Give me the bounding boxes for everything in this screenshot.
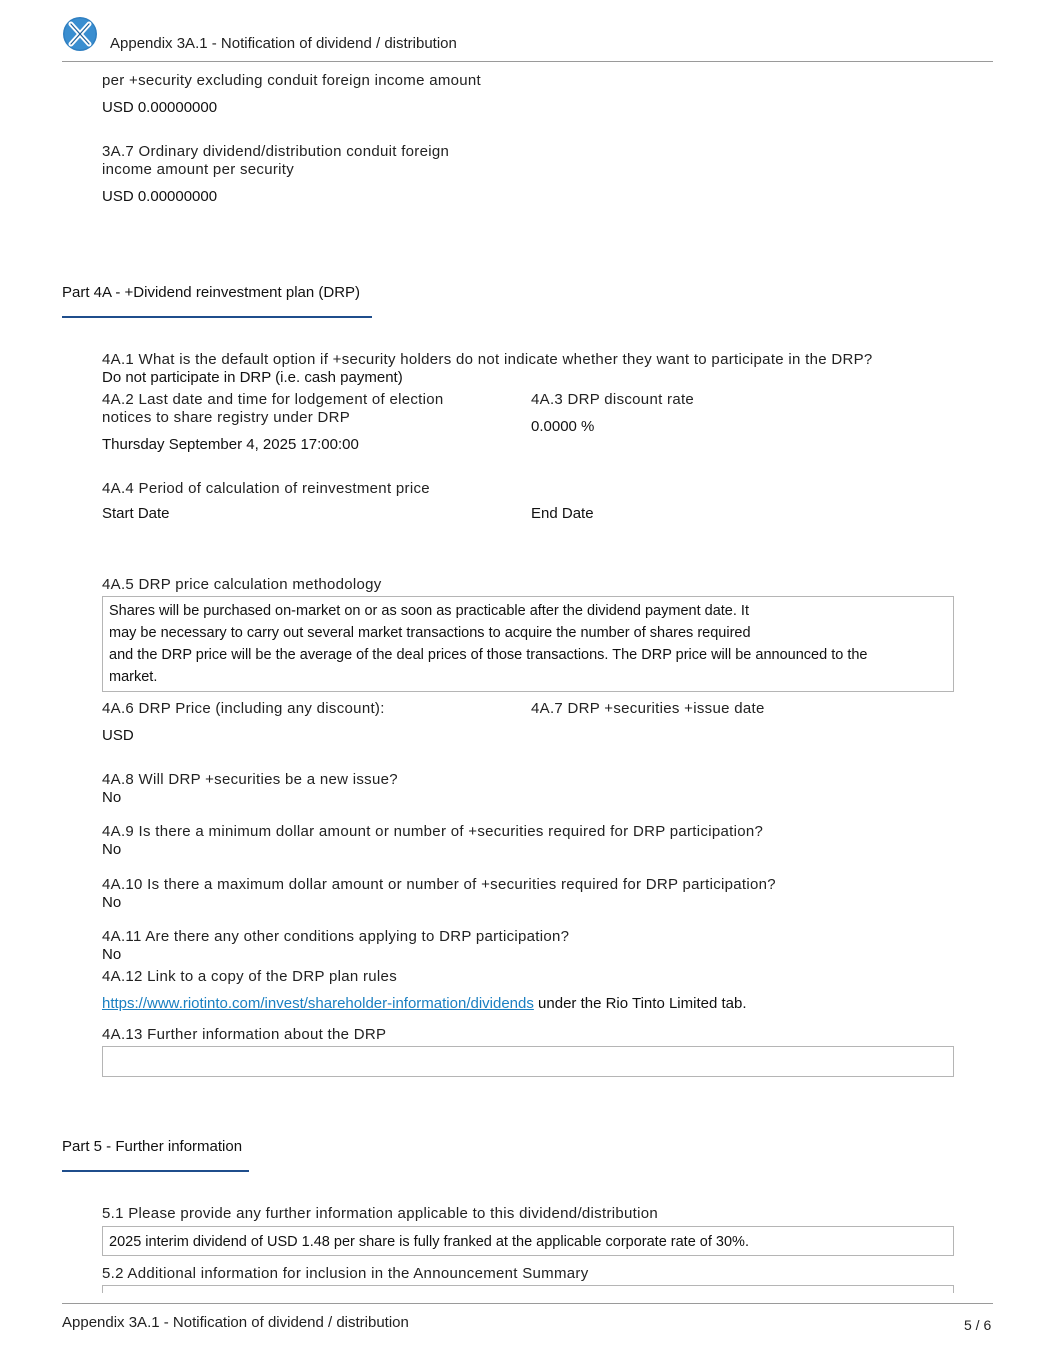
answer-3a6: USD 0.00000000 [102, 99, 218, 116]
question-4a8: 4A.8 Will DRP +securities be a new issue? [102, 771, 398, 788]
answer-4a13-text [103, 1047, 953, 1055]
drp-rules-link[interactable]: https://www.riotinto.com/invest/shareholder-information/dividends [102, 995, 534, 1012]
answer-4a5-line4: market. [109, 669, 158, 685]
answer-4a5-box [102, 596, 954, 692]
answer-4a5-line3: and the DRP price will be the average of the deal prices of those transactions. The DRP price will be announced to the [109, 647, 868, 663]
question-4a13: 4A.13 Further information about the DRP [102, 1026, 387, 1043]
question-4a4: 4A.4 Period of calculation of reinvestment price [102, 480, 430, 497]
answer-4a9: No [102, 841, 122, 858]
answer-4a11: No [102, 946, 122, 963]
start-date-label: Start Date [102, 505, 170, 522]
answer-5-1-box [102, 1226, 954, 1256]
question-4a2 [102, 391, 444, 427]
question-5-2: 5.2 Additional information for inclusion in the Announcement Summary [102, 1265, 589, 1282]
page-header-title: Appendix 3A.1 - Notification of dividend / distribution [110, 35, 457, 52]
answer-4a6: USD [102, 727, 134, 744]
footer-divider [62, 1303, 993, 1304]
answer-4a8: No [102, 789, 122, 806]
question-3a7-line1: 3A.7 Ordinary dividend/distribution conduit foreign [102, 143, 450, 160]
question-4a10: 4A.10 Is there a maximum dollar amount or number of +securities required for DRP participation? [102, 876, 776, 893]
question-4a6: 4A.6 DRP Price (including any discount): [102, 700, 385, 717]
question-4a11: 4A.11 Are there any other conditions applying to DRP participation? [102, 928, 570, 945]
question-4a7: 4A.7 DRP +securities +issue date [531, 700, 765, 717]
question-4a9: 4A.9 Is there a minimum dollar amount or number of +securities required for DRP participation? [102, 823, 764, 840]
answer-5-2-box-edge [102, 1285, 954, 1293]
footer-title: Appendix 3A.1 - Notification of dividend / distribution [62, 1314, 409, 1331]
drp-rules-suffix: under the Rio Tinto Limited tab. [533, 995, 747, 1012]
question-5-1: 5.1 Please provide any further information applicable to this dividend/distribution [102, 1205, 659, 1222]
answer-4a3: 0.0000 % [531, 418, 595, 435]
question-4a12: 4A.12 Link to a copy of the DRP plan rules [102, 968, 397, 985]
answer-4a5-line1: Shares will be purchased on-market on or as soon as practicable after the dividend payment date. It [109, 603, 749, 619]
question-4a5: 4A.5 DRP price calculation methodology [102, 576, 382, 593]
question-3a6-continued: per +security excluding conduit foreign income amount [102, 72, 482, 89]
asx-logo-icon [62, 16, 98, 52]
question-4a3: 4A.3 DRP discount rate [531, 391, 695, 408]
part-5-title: Part 5 - Further information [62, 1138, 243, 1155]
answer-4a5-text [103, 597, 953, 692]
answer-4a13-box [102, 1046, 954, 1077]
question-4a2-line1: 4A.2 Last date and time for lodgement of election [102, 391, 444, 408]
part-4a-underline [62, 316, 372, 318]
answer-5-1-text: 2025 interim dividend of USD 1.48 per share is fully franked at the applicable corporate rate of 30%. [109, 1234, 749, 1250]
part-5-underline [62, 1170, 249, 1172]
page-number: 5 / 6 [964, 1317, 992, 1333]
question-3a7 [102, 143, 449, 179]
header-divider [62, 61, 993, 62]
answer-4a10: No [102, 894, 122, 911]
end-date-label: End Date [531, 505, 594, 522]
question-4a1: 4A.1 What is the default option if +security holders do not indicate whether they want to participate in the DRP? [102, 351, 873, 368]
answer-4a12 [102, 995, 747, 1012]
part-4a-title: Part 4A - +Dividend reinvestment plan (DRP) [62, 284, 361, 301]
answer-3a7: USD 0.00000000 [102, 188, 218, 205]
answer-4a5-line2: may be necessary to carry out several market transactions to acquire the number of shares required [109, 625, 751, 641]
answer-4a1: Do not participate in DRP (i.e. cash payment) [102, 369, 403, 386]
question-4a2-line2: notices to share registry under DRP [102, 409, 351, 426]
answer-4a2: Thursday September 4, 2025 17:00:00 [102, 436, 359, 453]
question-3a7-line2: income amount per security [102, 161, 295, 178]
